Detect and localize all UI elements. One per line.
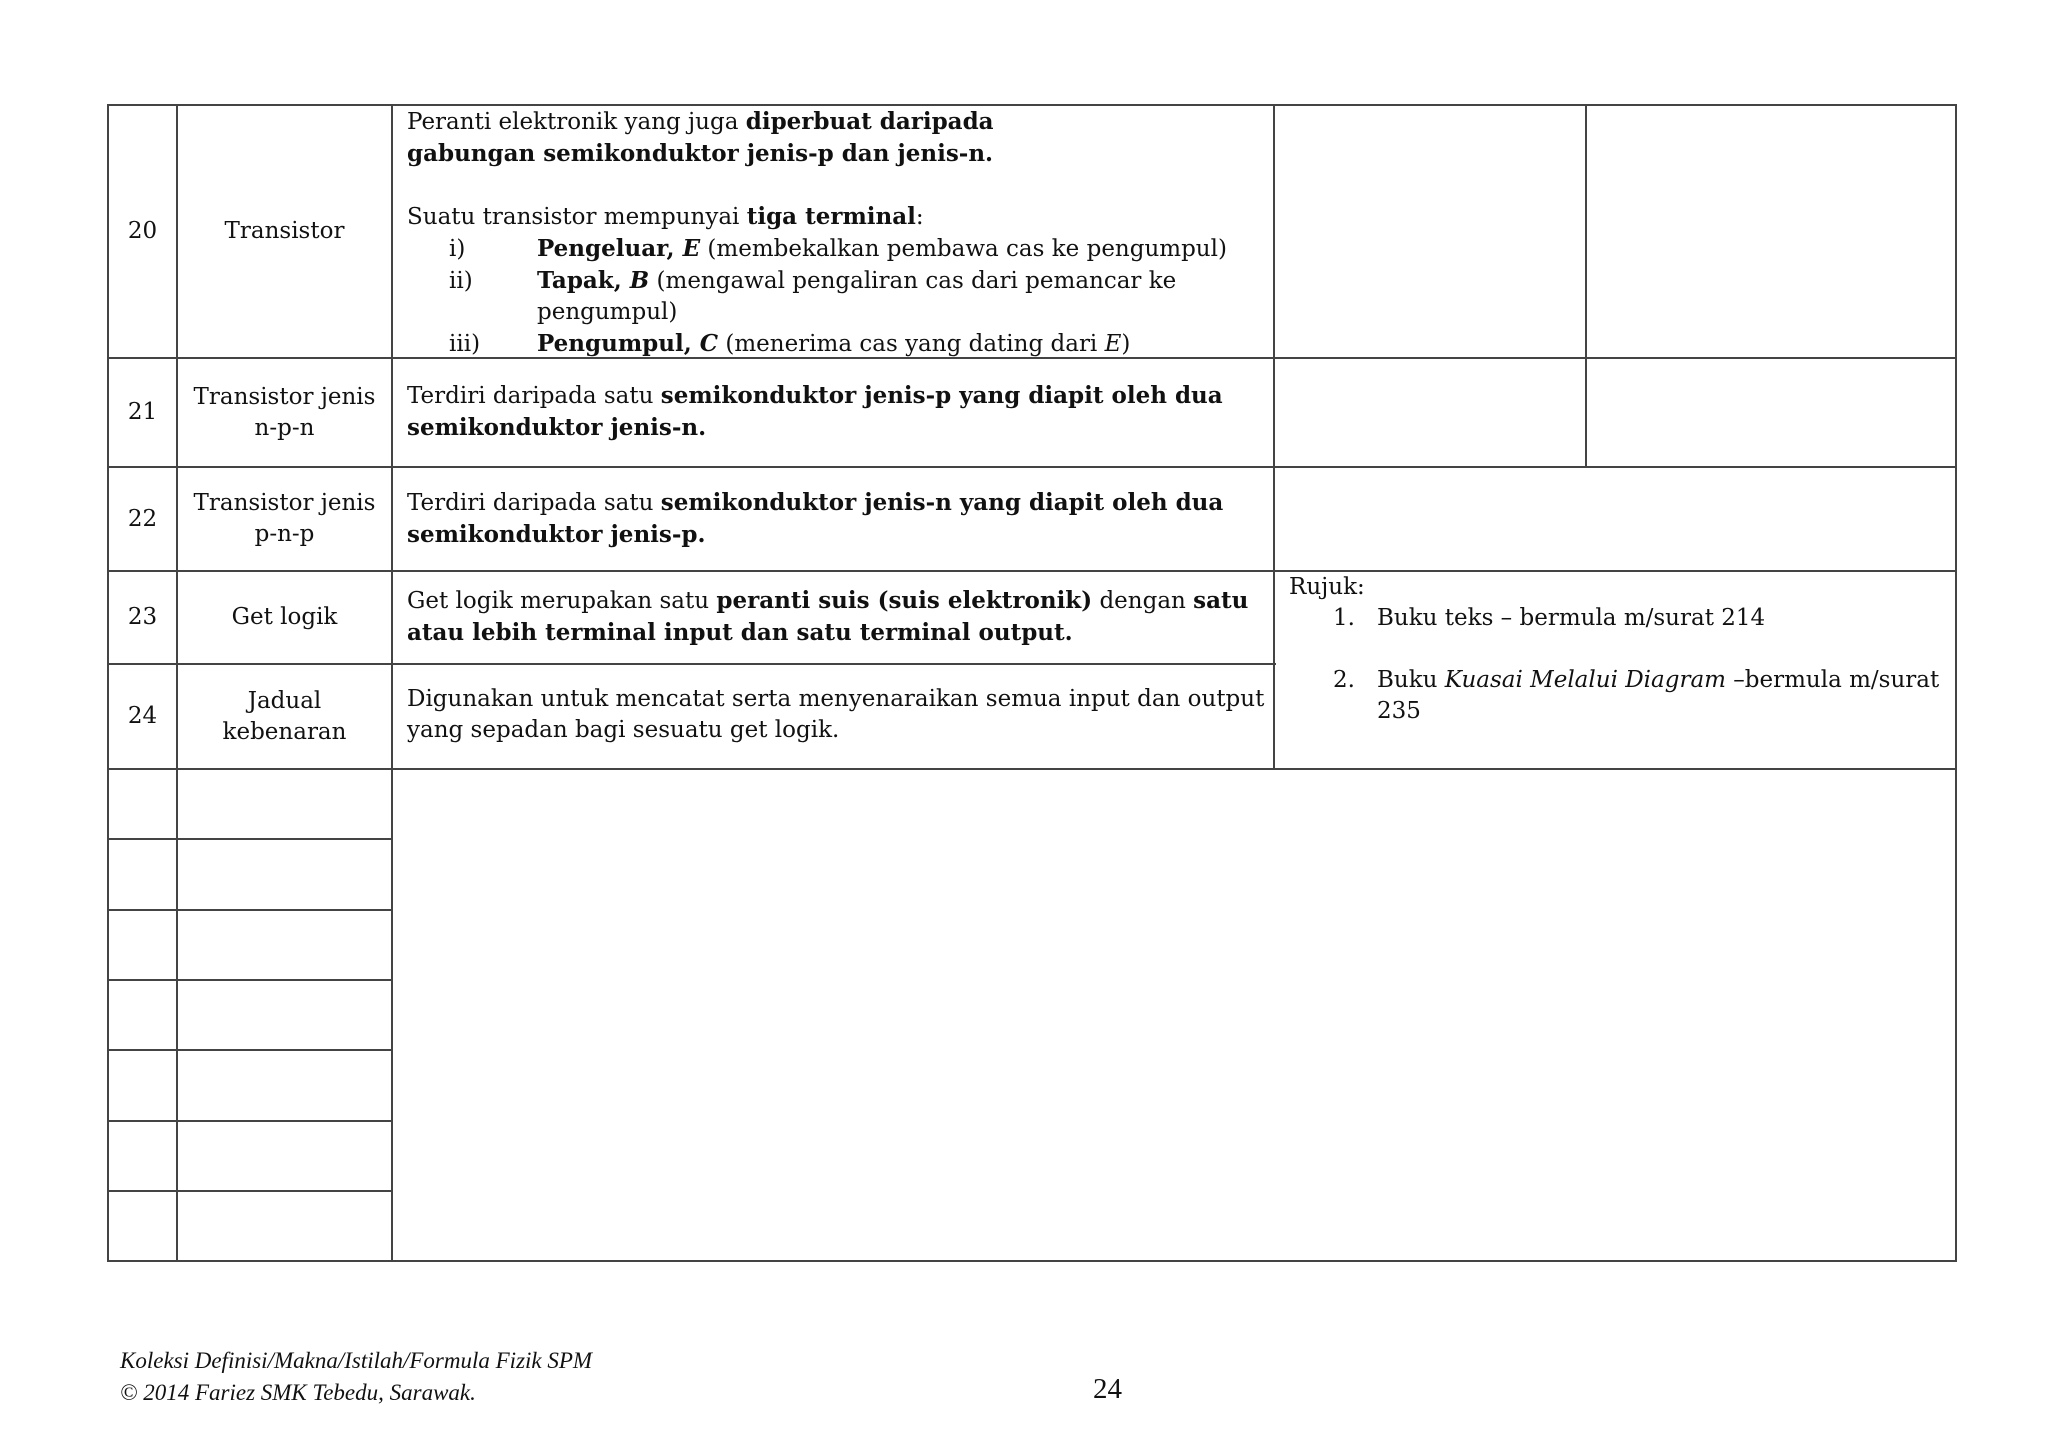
- term-cell: Transistor jenis p-n-p: [193, 490, 376, 547]
- row-number: 20: [127, 218, 158, 244]
- row-number: 24: [127, 703, 158, 729]
- table-border-right: [1955, 104, 1957, 1262]
- reference-list: [1289, 603, 1949, 727]
- definition-cell: [393, 106, 1267, 360]
- reference-title: Rujuk:: [1289, 574, 1365, 600]
- row-divider: [107, 466, 1957, 468]
- empty-row-divider: [107, 909, 392, 911]
- page-number: 24: [1093, 1373, 1122, 1405]
- column-divider: [1273, 104, 1275, 770]
- term-cell: Jadual kebenaran: [222, 687, 347, 745]
- reference-cell: [1289, 572, 1949, 727]
- row-number: 23: [127, 604, 158, 630]
- row-divider: [107, 768, 1957, 770]
- table-border-bottom: [107, 1260, 1957, 1262]
- terminal-list-item: ii) Tapak, B (mengawal pengaliran cas dari pemancar ke: [449, 267, 1177, 294]
- empty-row-divider: [107, 1049, 392, 1051]
- footer-title: Koleksi Definisi/Makna/Istilah/Formula Fizik SPM: [120, 1348, 593, 1373]
- empty-row-divider: [107, 1190, 392, 1192]
- term-cell: Transistor jenis n-p-n: [193, 383, 376, 441]
- column-divider: [1585, 104, 1587, 468]
- reference-item: 2. Buku Kuasai Melalui Diagram –bermula m/surat 235: [1333, 667, 1940, 724]
- term-cell: Get logik: [231, 604, 338, 630]
- terminal-list-item: i) Pengeluar, E (membekalkan pembawa cas ke pengumpul): [449, 235, 1227, 262]
- empty-row-divider: [107, 1120, 392, 1122]
- row-number: 21: [127, 399, 158, 425]
- definition-cell: Digunakan untuk mencatat serta menyenaraikan semua input dan output yang sepadan bagi sesuatu get logik.: [407, 686, 1265, 743]
- terminal-list-item-continuation: pengumpul): [537, 299, 678, 325]
- empty-row-divider: [107, 979, 392, 981]
- row-number: 22: [127, 505, 158, 532]
- definition-paragraph: Peranti elektronik yang juga diperbuat daripada gabungan semikonduktor jenis-p dan jenis-n.: [407, 108, 994, 167]
- definition-paragraph: Suatu transistor mempunyai tiga terminal:: [407, 203, 924, 230]
- term-cell: Transistor: [224, 218, 345, 244]
- definition-cell: Terdiri daripada satu semikonduktor jenis-p yang diapit oleh dua semikonduktor jenis-n.: [407, 382, 1223, 441]
- definition-cell: Get logik merupakan satu peranti suis (suis elektronik) dengan satu atau lebih terminal input dan satu terminal output.: [407, 587, 1249, 646]
- definition-cell: Terdiri daripada satu semikonduktor jenis-n yang diapit oleh dua semikonduktor jenis-p.: [407, 489, 1224, 548]
- footer-copyright: © 2014 Fariez SMK Tebedu, Sarawak.: [120, 1380, 476, 1405]
- reference-item: 1. Buku teks – bermula m/surat 214: [1333, 605, 1766, 631]
- terminal-list-item: iii) Pengumpul, C (menerima cas yang dating dari E): [449, 330, 1131, 357]
- empty-row-divider: [107, 838, 392, 840]
